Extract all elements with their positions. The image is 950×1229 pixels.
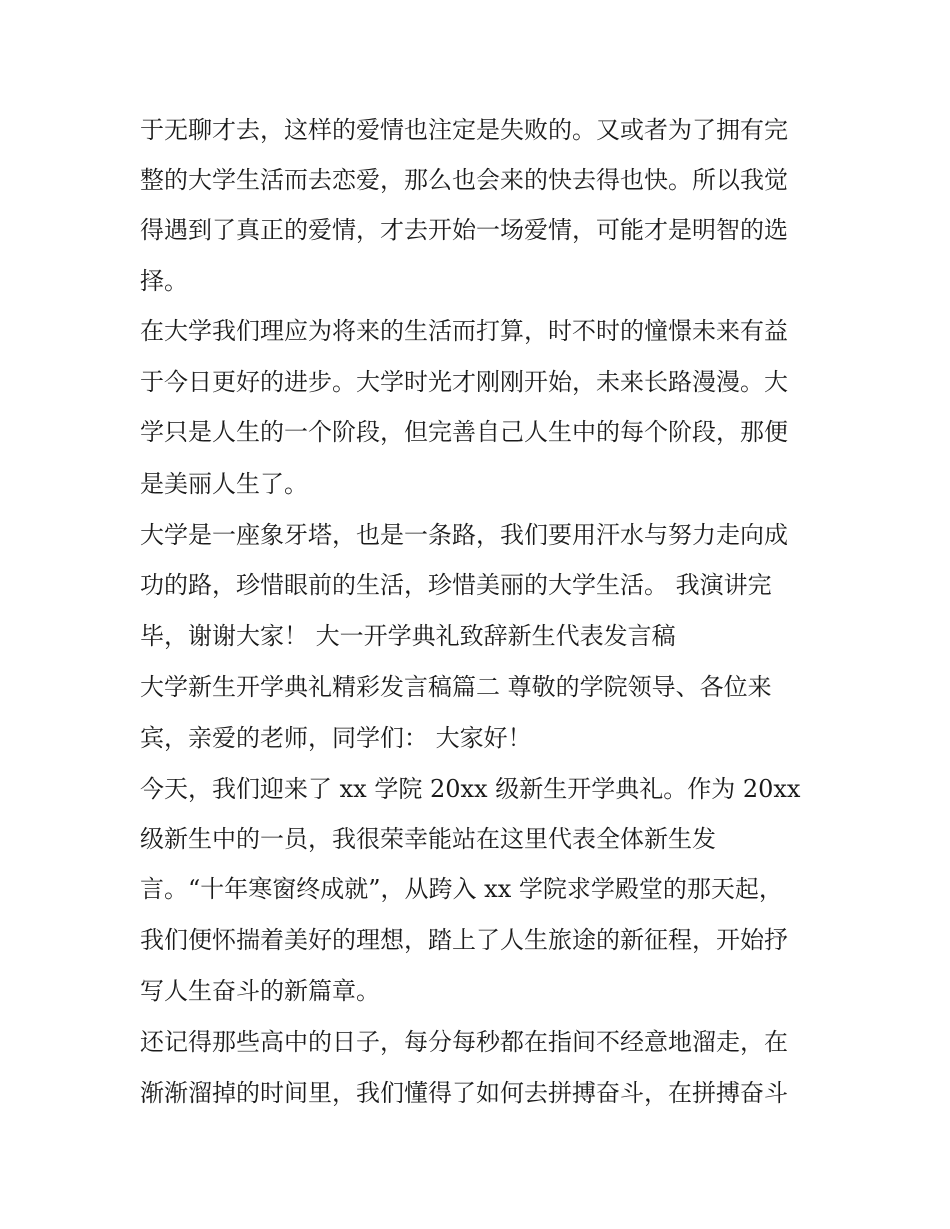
text-line: 整的大学生活而去恋爱，那么也会来的快去得也快。所以我觉	[140, 166, 788, 194]
text-line: 得遇到了真正的爱情，才去开始一场爱情，可能才是明智的选	[140, 216, 788, 244]
text-line: 我们便怀揣着美好的理想，踏上了人生旅途的新征程，开始抒	[140, 926, 788, 954]
text-line: 级新生中的一员，我很荣幸能站在这里代表全体新生发	[140, 825, 716, 853]
text-line: 写人生奋斗的新篇章。	[140, 977, 380, 1005]
text-line: 毕，谢谢大家！ 大一开学典礼致辞新生代表发言稿	[140, 622, 676, 650]
text-line: 宾，亲爱的老师，同学们： 大家好！	[140, 724, 532, 752]
text-line: 在大学我们理应为将来的生活而打算，时不时的憧憬未来有益	[140, 317, 788, 345]
text-line: 是美丽人生了。	[140, 470, 308, 498]
text-line: 择。	[140, 267, 188, 295]
text-line: 言。“十年寒窗终成就”，从跨入 xx 学院求学殿堂的那天起，	[140, 875, 783, 903]
text-line: 功的路，珍惜眼前的生活，珍惜美丽的大学生活。 我演讲完	[140, 571, 772, 599]
text-line: 渐渐溜掉的时间里，我们懂得了如何去拼搏奋斗，在拼搏奋斗	[140, 1079, 788, 1107]
text-line: 还记得那些高中的日子，每分每秒都在指间不经意地溜走，在	[140, 1028, 788, 1056]
text-line: 大学新生开学典礼精彩发言稿篇二 尊敬的学院领导、各位来	[140, 673, 772, 701]
text-line: 今天，我们迎来了 xx 学院 20xx 级新生开学典礼。作为 20xx	[140, 775, 801, 803]
text-line: 于今日更好的进步。大学时光才刚刚开始，未来长路漫漫。大	[140, 368, 788, 396]
text-line: 于无聊才去，这样的爱情也注定是失败的。又或者为了拥有完	[140, 116, 788, 144]
text-line: 大学是一座象牙塔，也是一条路，我们要用汗水与努力走向成	[140, 521, 788, 549]
text-line: 学只是人生的一个阶段，但完善自己人生中的每个阶段，那便	[140, 418, 788, 446]
